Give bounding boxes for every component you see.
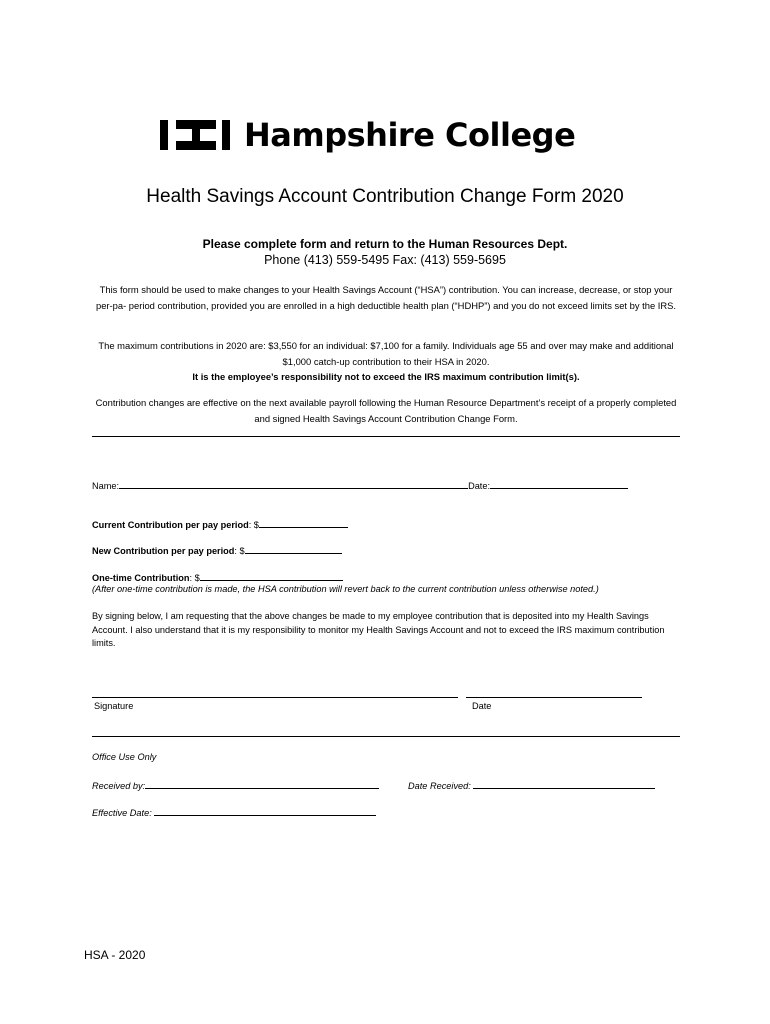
signature-label: Signature xyxy=(94,701,134,711)
signature-date-line[interactable] xyxy=(466,697,642,698)
current-contribution-suffix: : $ xyxy=(248,520,259,530)
name-label: Name: xyxy=(92,481,120,491)
received-by-field[interactable] xyxy=(92,779,379,791)
logo-mark-icon xyxy=(160,120,230,150)
intro-paragraph-2: The maximum contributions in 2020 are: $3,550 for an individual: $7,100 for a family. Individuals age 55 and over may make and additional $1,000 catch-up contribution to their HSA in 2020. xyxy=(98,340,674,367)
acknowledgement-paragraph: By signing below, I am requesting that the above changes be made to my employee contribution that is deposited into my Health Savings Account. I also understand that it is my responsibility to monitor my Health Savings Account and not to exceed the IRS maximum contribution limits. xyxy=(92,611,665,648)
date-received-input-line[interactable] xyxy=(473,779,655,789)
date-received-field[interactable] xyxy=(408,779,655,791)
contact-info: Phone (413) 559-5495 Fax: (413) 559-5695 xyxy=(264,253,506,267)
onetime-contribution-suffix: : $ xyxy=(189,573,200,583)
new-contribution-input-line[interactable] xyxy=(245,544,342,554)
onetime-contribution-label: One-time Contribution xyxy=(92,573,190,583)
signature-date-label: Date xyxy=(472,701,492,711)
onetime-contribution-field[interactable] xyxy=(92,571,343,583)
onetime-contribution-input-line[interactable] xyxy=(200,571,343,581)
new-contribution-label: New Contribution per pay period xyxy=(92,546,235,556)
date-received-label: Date Received: xyxy=(408,781,471,791)
received-by-input-line[interactable] xyxy=(145,779,379,789)
office-divider xyxy=(92,736,680,737)
name-input-line[interactable] xyxy=(119,479,468,489)
form-title: Health Savings Account Contribution Change Form 2020 xyxy=(146,186,624,207)
logo-text: Hampshire College xyxy=(244,116,576,154)
effective-date-field[interactable] xyxy=(92,806,376,818)
received-by-label: Received by: xyxy=(92,781,146,791)
current-contribution-label: Current Contribution per pay period xyxy=(92,520,249,530)
responsibility-warning: It is the employee’s responsibility not to exceed the IRS maximum contribution limit(s). xyxy=(192,371,580,382)
form-code: HSA - 2020 xyxy=(84,948,146,962)
signature-line[interactable] xyxy=(92,697,458,698)
date-label: Date: xyxy=(468,481,491,491)
effective-date-input-line[interactable] xyxy=(154,806,376,816)
return-instruction: Please complete form and return to the Human Resources Dept. xyxy=(202,237,568,251)
current-contribution-input-line[interactable] xyxy=(259,518,348,528)
current-contribution-field[interactable] xyxy=(92,518,348,530)
intro-paragraph-3: Contribution changes are effective on the next available payroll following the Human Resource Department’s receipt of a properly completed and signed Health Savings Account Contribution Change Form. xyxy=(95,397,677,424)
new-contribution-field[interactable] xyxy=(92,544,342,556)
new-contribution-suffix: : $ xyxy=(234,546,245,556)
hampshire-college-logo xyxy=(160,115,575,155)
office-use-heading: Office Use Only xyxy=(92,752,157,762)
onetime-note: (After one-time contribution is made, the HSA contribution will revert back to the current contribution unless otherwise noted.) xyxy=(92,584,599,594)
intro-paragraph-1: This form should be used to make changes to your Health Savings Account (“HSA”) contribution. You can increase, decrease, or stop your per-pa- period contribution, provided you are enrolled in a high deductible health plan (“HDHP”) and you do not exceed limits set by the IRS. xyxy=(95,284,676,311)
section-divider xyxy=(92,436,680,437)
name-field[interactable] xyxy=(92,479,628,491)
date-input-line[interactable] xyxy=(490,479,628,489)
effective-date-label: Effective Date: xyxy=(92,808,152,818)
